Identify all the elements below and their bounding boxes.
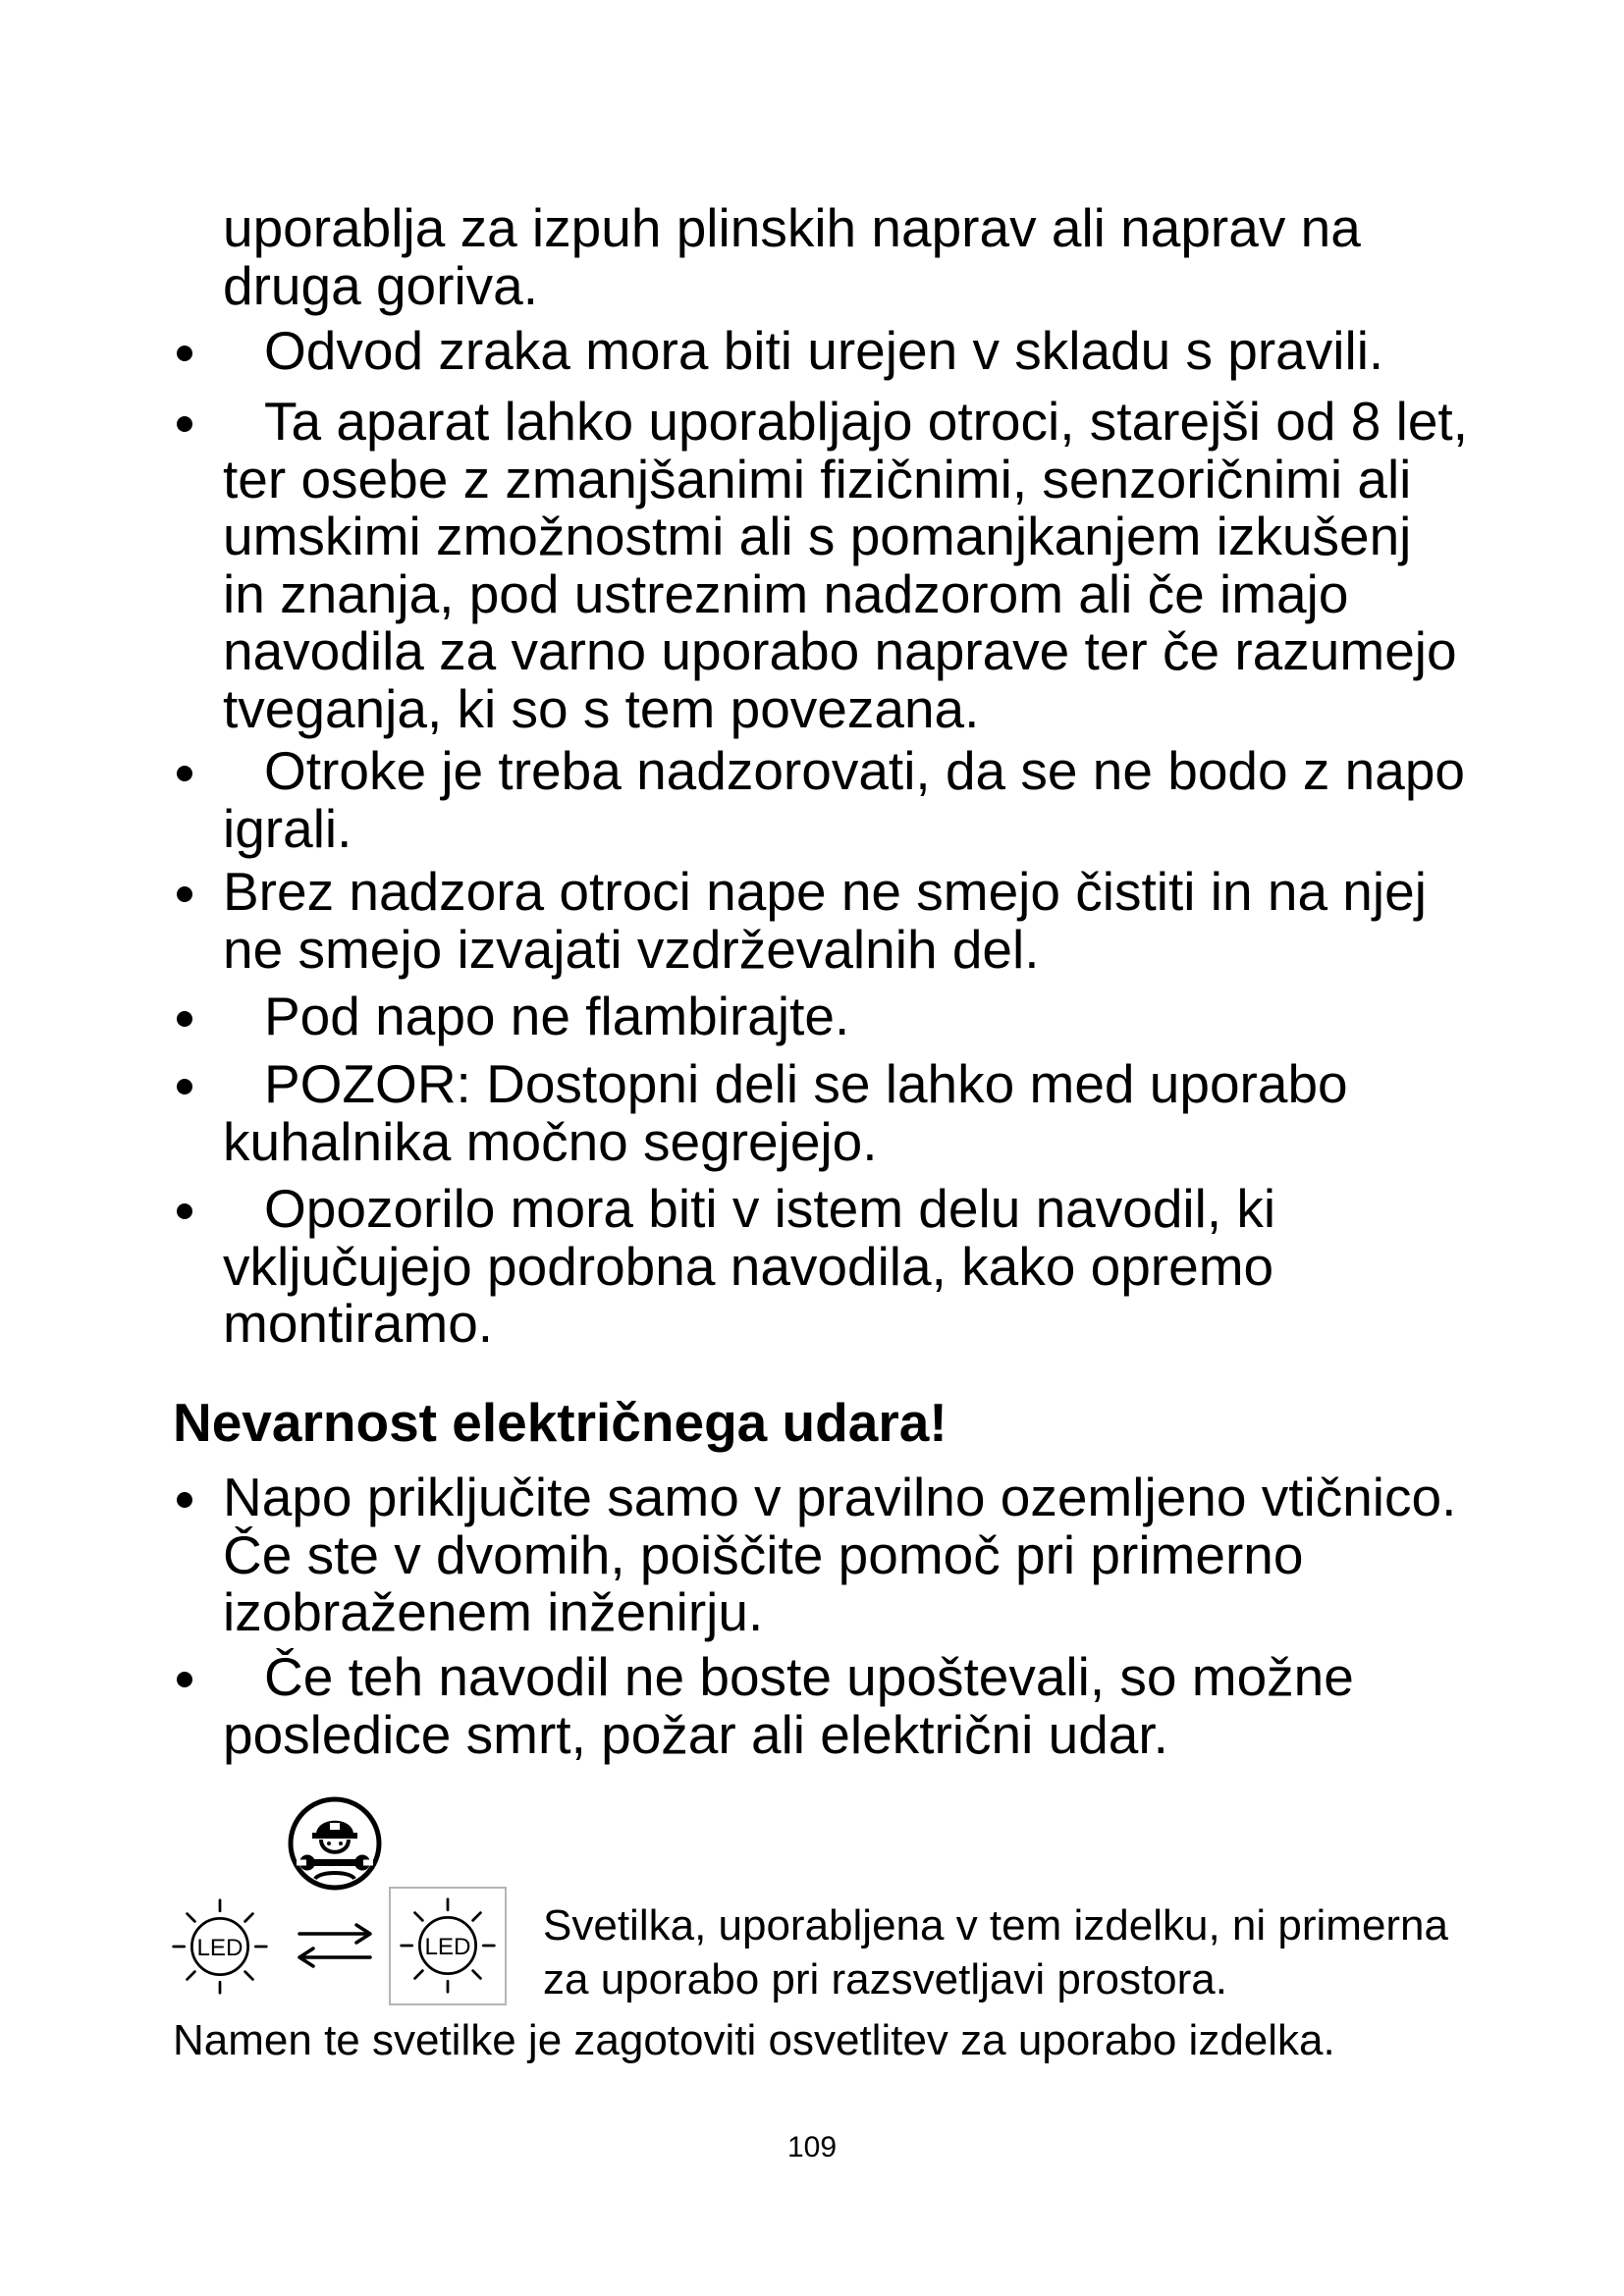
bullet-dot — [177, 1203, 192, 1219]
text-line: kuhalnika močno segrejejo. — [223, 1110, 878, 1172]
text-line: Ta aparat lahko uporabljajo otroci, starejši od 8 let, — [264, 391, 1468, 452]
text-line: druga goriva. — [223, 254, 539, 316]
text-line: tveganja, ki so s tem povezana. — [223, 677, 980, 739]
text-line: ne smejo izvajati vzdrževalnih del. — [223, 918, 1040, 980]
swap-arrows-icon — [294, 1920, 376, 1971]
text-line: navodila za varno uporabo naprave ter če razumejo — [223, 620, 1457, 681]
text-line: Otroke je treba nadzorovati, da se ne bodo z napo — [264, 740, 1466, 801]
text-line: vključujejo podrobna navodila, kako opremo — [223, 1235, 1274, 1297]
technician-service-icon — [286, 1794, 384, 1893]
text-line: in znanja, pod ustreznim nadzorom ali če imajo — [223, 562, 1349, 624]
led-icon-label: LED — [424, 1933, 471, 1960]
bullet-dot — [177, 1672, 192, 1687]
text-line: za uporabo pri razsvetljavi prostora. — [543, 1955, 1227, 2003]
bullet-dot — [177, 1079, 192, 1095]
bullet-item — [0, 863, 1624, 978]
led-replacement-frame — [389, 1887, 507, 2005]
bullet-dot — [177, 766, 192, 781]
bullet-item — [0, 742, 1624, 857]
led-lamp-replacement-icon — [394, 1892, 502, 2000]
led-icon-label: LED — [196, 1934, 244, 1961]
bullet-item — [0, 393, 1624, 737]
text-line: igrali. — [223, 797, 352, 859]
text-line: Pod napo ne flambirajte. — [264, 986, 850, 1046]
page-number: 109 — [786, 2131, 838, 2163]
text-line: uporablja za izpuh plinskih naprav ali naprav na — [223, 197, 1361, 258]
text-line: Če teh navodil ne boste upoštevali, so možne — [264, 1646, 1354, 1707]
text-line: Odvod zraka mora biti urejen v skladu s pravili. — [264, 320, 1384, 381]
bullet-item — [0, 1468, 1624, 1641]
bullet-item — [0, 322, 1624, 380]
led-purpose-note: Namen te svetilke je zagotoviti osvetlitev za uporabo izdelka. — [173, 2016, 1335, 2064]
bullet-item — [0, 988, 1624, 1045]
text-line: montiramo. — [223, 1293, 494, 1354]
bullet-item — [0, 1180, 1624, 1353]
text-line: Brez nadzora otroci nape ne smejo čistiti in na njej — [223, 861, 1427, 922]
led-lamp-icon — [166, 1893, 274, 2001]
text-line: Svetilka, uporabljena v tem izdelku, ni primerna — [543, 1901, 1449, 1949]
text-line: Opozorilo mora biti v istem delu navodil, ki — [264, 1178, 1276, 1239]
led-notice-caption — [543, 1898, 1448, 2006]
bullet-dot — [177, 346, 192, 361]
bullet-dot — [177, 1011, 192, 1027]
text-line: umskimi zmožnostmi ali s pomanjkanjem izkušenj — [223, 506, 1412, 566]
continued-paragraph — [0, 199, 1624, 314]
text-line: Če ste v dvomih, poiščite pomoč pri primerno — [223, 1523, 1304, 1585]
bullet-item — [0, 1055, 1624, 1170]
text-line: posledice smrt, požar ali električni udar. — [223, 1703, 1168, 1765]
text-line: izobraženem inženirju. — [223, 1581, 764, 1642]
text-line: Napo priključite samo v pravilno ozemljeno vtičnico. — [223, 1467, 1457, 1527]
bullet-dot — [177, 1492, 192, 1508]
text-line: ter osebe z zmanjšanimi fizičnimi, senzoričnimi ali — [223, 448, 1412, 509]
section-heading: Nevarnost električnega udara! — [173, 1392, 947, 1453]
bullet-dot — [177, 416, 192, 432]
text-line: POZOR: Dostopni deli se lahko med uporabo — [264, 1053, 1348, 1114]
bullet-dot — [177, 886, 192, 902]
bullet-item — [0, 1648, 1624, 1763]
